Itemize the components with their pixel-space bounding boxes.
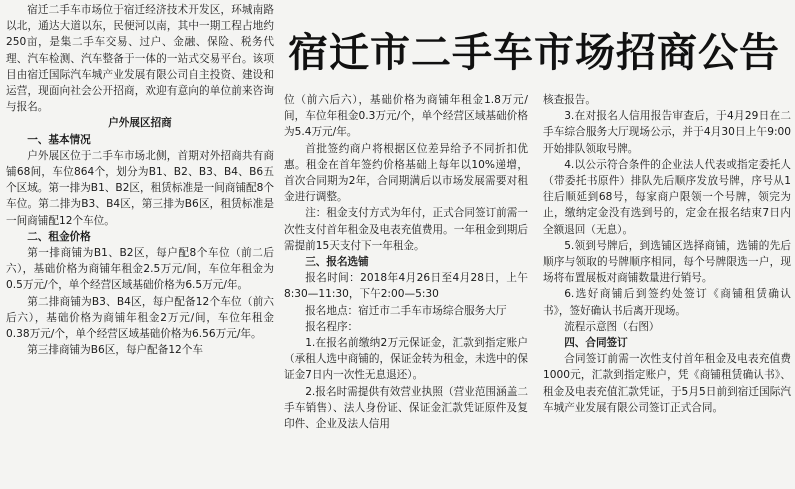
registration-procedure-label: 报名程序： xyxy=(305,320,359,333)
procedure-step-5: 5.领到号牌后，到选铺区选择商铺，选铺的先后顺序与领取的号牌顺序相同，每个号牌限选一户，现场将布置展板对商铺数量进行销号。 xyxy=(543,239,791,285)
heading-contract: 四、合同签订 xyxy=(564,337,628,350)
procedure-step-6: 6.选好商铺后到签约处签订《商铺租赁确认书》，签好确认书后离开现场。 xyxy=(543,288,791,317)
procedure-step-2: 2.报名时需提供有效营业执照（营业范围涵盖二手车销售）、法人身份证、保证金汇款凭证原件及复印件、企业及法人信用 xyxy=(284,385,528,431)
heading-basic-info: 一、基本情况 xyxy=(27,133,91,146)
basic-info-paragraph: 户外展区位于二手车市场北侧，首期对外招商共有商铺68间，车位864个，划分为B1、B2、B3、B4、B6五个区域。第一排为B1、B2区，租赁标准是一间商铺配8个车位。第二排为B3、B4区，第三排为B6区，租赁标准是一间商铺配12个车位。 xyxy=(6,149,274,227)
flow-diagram-note: 流程示意图（右图） xyxy=(564,320,660,333)
heading-rent-price: 二、租金价格 xyxy=(27,230,91,243)
heading-registration: 三、报名选铺 xyxy=(305,256,369,269)
intro-paragraph: 宿迁二手车市场位于宿迁经济技术开发区，环城南路以北，通达大道以东，民便河以南，其中一期工程占地约250亩，是集二手车交易、过户、金融、保险、税务代理、汽车检测、汽车整备于一体的一站式交易平台。该项目由宿迁国际汽车城产业发展有限公司自主投资、建设和运营，现面向社会公开招商，欢迎有意向的单位前来咨询与报名。 xyxy=(6,4,274,114)
procedure-step-2-continued: 核查报告。 xyxy=(543,94,596,106)
section-title: 户外展区招商 xyxy=(108,117,172,130)
procedure-step-1: 1.在报名前缴纳2万元保证金，汇款到指定账户（承租人选中商铺的，保证金转为租金，未选中的保证金7日内一次性无息退还）。 xyxy=(284,337,528,382)
page-title: 宿迁市二手车市场招商公告 xyxy=(288,30,780,76)
discount-paragraph: 首批签约商户将根据区位差异给予不同折扣优惠。租金在首年签约价格基础上每年以10%递增，首次合同期为2年，合同期满后以市场发展需要对租金进行调整。 xyxy=(284,142,528,204)
column-1 xyxy=(6,2,274,358)
rent-row2-paragraph: 第二排商铺为B3、B4区，每户配备12个车位（前六后六），基础价格为商铺年租金2万元/间，车位年租金0.38万元/个，单个经营区域基础价格为6.56万元/年。 xyxy=(6,295,274,341)
procedure-step-4: 4.以公示符合条件的企业法人代表或指定委托人（带委托书原件）排队先后顺序发放号牌，序号从1往后顺延到68号，每家商户限领一个号牌，领完为止，缴纳定金没有选到号的，定金在报名结束7日内全额退回（无息）。 xyxy=(543,158,791,236)
contract-paragraph: 合同签订前需一次性支付首年租金及电表充值费1000元，汇款到指定账户，凭《商铺租赁确认书》、租金及电表充值汇款凭证，于5月5日前到宿迁国际汽车城产业发展有限公司签订正式合同。 xyxy=(543,353,791,414)
rent-row1-paragraph: 第一排商铺为B1、B2区，每户配8个车位（前二后六），基础价格为商铺年租金2.5万元/间，车位年租金为0.5万元/个，单个经营区域基础价格为6.5万元/年。 xyxy=(6,247,274,292)
registration-place: 报名地点：宿迁市二手车市场综合服务大厅 xyxy=(305,304,507,317)
payment-note-paragraph: 注：租金支付方式为年付，正式合同签订前需一次性支付首年租金及电表充值费用。一年租金到期后需提前15天支付下一年租金。 xyxy=(284,207,528,252)
procedure-step-3: 3.在对报名人信用报告审查后，于4月29日在二手车综合服务大厅现场公示，并于4月30日上午9:00开始排队领取号牌。 xyxy=(543,110,791,155)
column-2 xyxy=(284,92,528,432)
registration-time: 报名时间：2018年4月26日至4月28日，上午8:30—11:30，下午2:00—5:30 xyxy=(284,272,528,301)
column-3 xyxy=(543,92,791,416)
rent-row3-paragraph: 第三排商铺为B6区，每户配备12个车 xyxy=(27,344,203,357)
rent-row3-continued: 位（前六后六），基础价格为商铺年租金1.8万元/间，车位年租金0.3万元/个，单个经营区域基础价格为5.4万元/年。 xyxy=(284,94,528,139)
